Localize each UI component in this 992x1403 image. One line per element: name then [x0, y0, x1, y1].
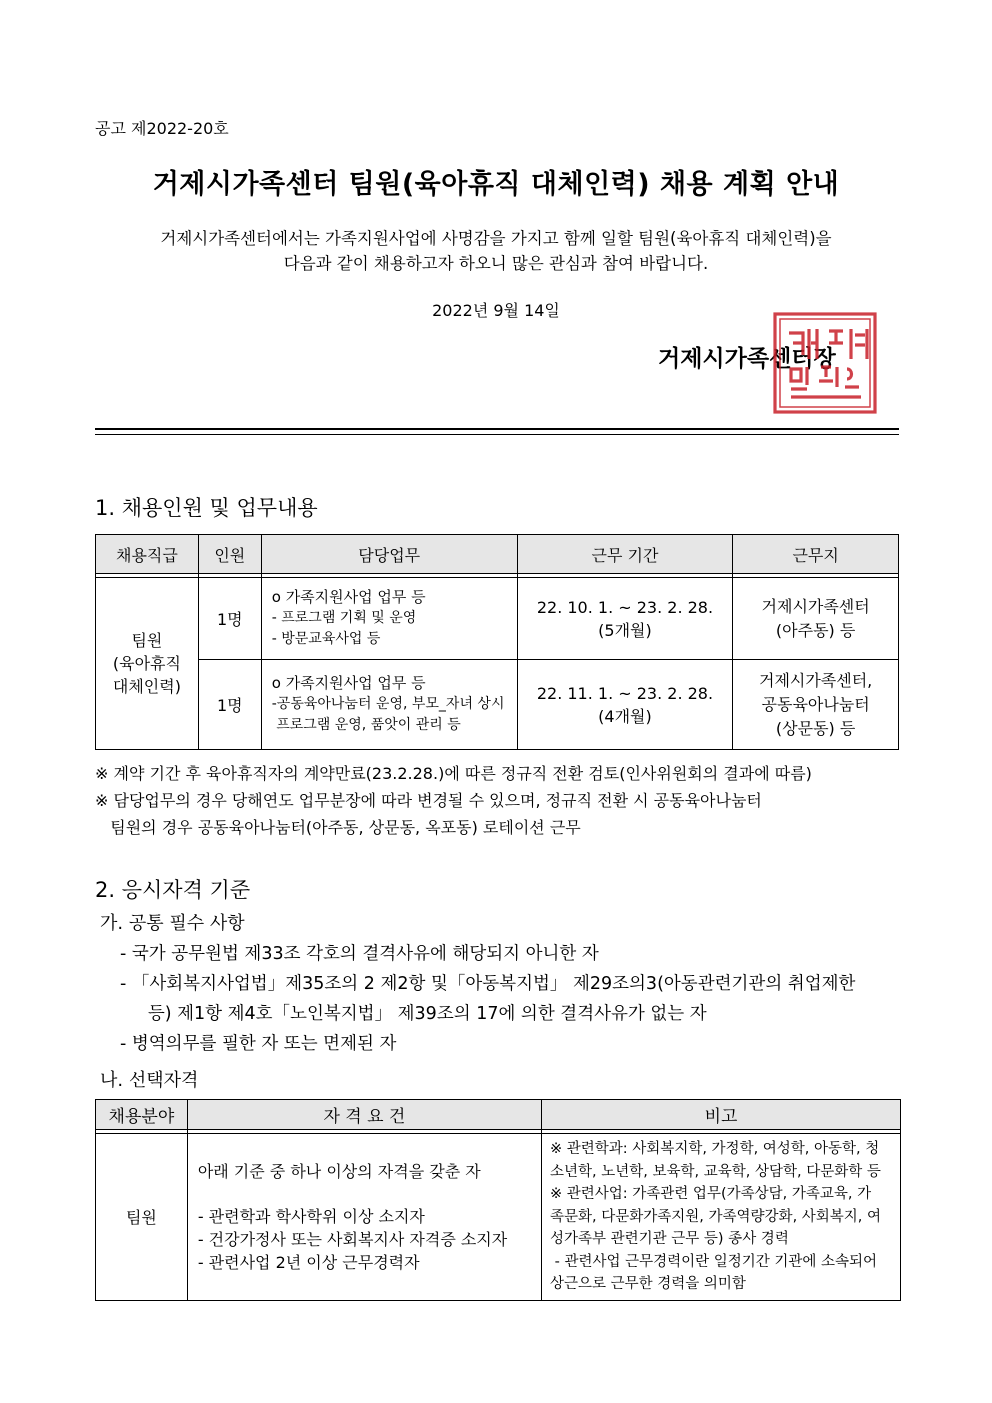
- table-row: [96, 660, 899, 750]
- column-header: 자 격 요 건: [187, 1100, 541, 1130]
- section1-heading: 1. 채용인원 및 업무내용: [95, 496, 318, 520]
- intro-line: 거제시가족센터에서는 가족지원사업에 사명감을 가지고 함께 일할 팀원(육아휴직 대체인력)을: [160, 229, 832, 248]
- column-header: 인원: [198, 535, 261, 574]
- position-cell: 팀원 (육아휴직 대체인력): [96, 578, 199, 750]
- section2-heading: 2. 응시자격 기준: [95, 878, 251, 902]
- common-requirements-list: [120, 939, 900, 1059]
- intro-text: [0, 226, 992, 276]
- field-cell: 팀원: [96, 1134, 188, 1301]
- duty-cell: o 가족지원사업 업무 등 - 프로그램 기획 및 운영 - 방문교육사업 등: [261, 578, 517, 660]
- qualification-table: [95, 1099, 901, 1301]
- remark-cell: ※ 관련학과: 사회복지학, 가정학, 여성학, 아동학, 청 소년학, 노년학, 보육학, 교육학, 상담학, 다문화학 등 ※ 관련사업: 가족관련 업무(가족상담, 가족교육, 가 족문화, 다문화가족지원, 가족역량강화, 사회복지, 여 성가족부 관련기관 근무 등) 종사 경력 - 관련사업 근무경력이란 일정기간 기관에 소속되어 상근으로 근무한 경력을 의미함: [542, 1134, 901, 1301]
- place-cell: 거제시가족센터, 공동육아나눔터 (상문동) 등: [733, 660, 899, 750]
- notice-date: 2022년 9월 14일: [432, 301, 560, 320]
- common-requirements-title: 가. 공통 필수 사항: [100, 913, 245, 934]
- count-cell: 1명: [198, 660, 261, 750]
- duty-cell: o 가족지원사업 업무 등 -공동육아나눔터 운영, 부모_자녀 상시 프로그램 운영, 품앗이 관리 등: [261, 660, 517, 750]
- page-title: 거제시가족센터 팀원(육아휴직 대체인력) 채용 계획 안내: [152, 169, 840, 200]
- period-cell: 22. 11. 1. ~ 23. 2. 28. (4개월): [517, 660, 733, 750]
- intro-line: 다음과 같이 채용하고자 하오니 많은 관심과 참여 바랍니다.: [283, 254, 709, 273]
- divider-thick: [95, 428, 899, 430]
- table-header-row: [96, 535, 899, 574]
- notice-number: 공고 제2022-20호: [95, 119, 229, 138]
- column-header: 근무지: [733, 535, 899, 574]
- divider-thin: [95, 434, 899, 435]
- column-header: 채용직급: [96, 535, 199, 574]
- table-header-row: [96, 1100, 901, 1130]
- list-item: - 국가 공무원법 제33조 각호의 결격사유에 해당되지 아니한 자: [120, 944, 599, 964]
- count-cell: 1명: [198, 578, 261, 660]
- column-header: 근무 기간: [517, 535, 733, 574]
- recruitment-table: [95, 534, 899, 750]
- period-cell: 22. 10. 1. ~ 23. 2. 28. (5개월): [517, 578, 733, 660]
- list-item: - 병역의무를 필한 자 또는 면제된 자: [120, 1034, 397, 1054]
- official-seal: [771, 311, 879, 415]
- requirement-cell: 아래 기준 중 하나 이상의 자격을 갖춘 자 - 관련학과 학사학위 이상 소지자 - 건강가정사 또는 사회복지사 자격증 소지자 - 관련사업 2년 이상 근무경력자: [187, 1134, 541, 1301]
- place-cell: 거제시가족센터 (아주동) 등: [733, 578, 899, 660]
- column-header: 담당업무: [261, 535, 517, 574]
- table-row: [96, 578, 899, 660]
- note-line: 팀원의 경우 공동육아나눔터(아주동, 상문동, 옥포동) 로테이션 근무: [95, 818, 581, 837]
- notes: [95, 760, 901, 841]
- column-header: 채용분야: [96, 1100, 188, 1130]
- note-line: ※ 계약 기간 후 육아휴직자의 계약만료(23.2.28.)에 따른 정규직 전환 검토(인사위원회의 결과에 따름): [95, 764, 812, 783]
- note-line: ※ 담당업무의 경우 당해연도 업무분장에 따라 변경될 수 있으며, 정규직 전환 시 공동육아나눔터: [95, 791, 762, 810]
- list-item: - 「사회복지사업법」제35조의 2 제2항 및「아동복지법」 제29조의3(아동관련기관의 취업제한: [120, 974, 856, 994]
- column-header: 비고: [542, 1100, 901, 1130]
- table-row: [96, 1134, 901, 1301]
- list-item: 등) 제1항 제4호「노인복지법」 제39조의 17에 의한 결격사유가 없는 자: [120, 1004, 707, 1024]
- optional-requirements-title: 나. 선택자격: [100, 1070, 199, 1091]
- signature: 거제시가족센터장: [658, 346, 836, 372]
